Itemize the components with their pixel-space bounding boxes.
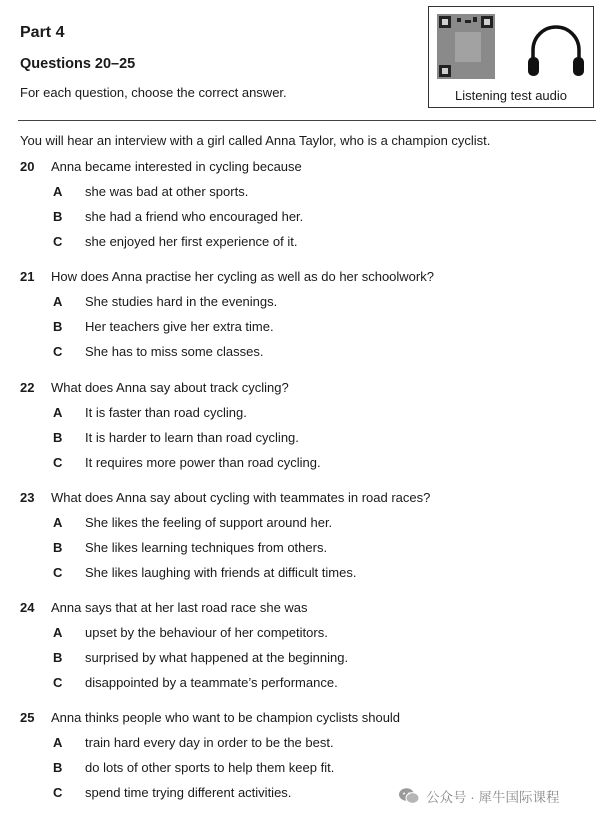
option-a-letter[interactable]: A xyxy=(53,625,63,640)
option-b-letter[interactable]: B xyxy=(53,209,63,224)
option-b-text[interactable]: It is harder to learn than road cycling. xyxy=(85,430,299,445)
option-b-text[interactable]: surprised by what happened at the beginning. xyxy=(85,650,349,665)
option-a-text[interactable]: She likes the feeling of support around her. xyxy=(85,515,333,530)
question-number: 25 xyxy=(20,710,35,725)
question-text: Anna says that at her last road race she was xyxy=(51,600,308,615)
option-c-text[interactable]: She likes laughing with friends at difficult times. xyxy=(85,565,357,580)
option-b-letter[interactable]: B xyxy=(53,650,63,665)
option-c-letter[interactable]: C xyxy=(53,675,63,690)
option-a-letter[interactable]: A xyxy=(53,405,63,420)
question-number: 24 xyxy=(20,600,35,615)
question-text: What does Anna say about track cycling? xyxy=(51,380,289,395)
option-a-letter[interactable]: A xyxy=(53,515,63,530)
option-a-text[interactable]: she was bad at other sports. xyxy=(85,184,249,199)
option-c-letter[interactable]: C xyxy=(53,344,63,359)
part-title: Part 4 xyxy=(20,24,65,41)
question-text: Anna thinks people who want to be champion cyclists should xyxy=(51,710,401,725)
wechat-icon xyxy=(398,787,420,805)
watermark xyxy=(398,786,560,806)
question-23 xyxy=(0,490,607,590)
intro-text: You will hear an interview with a girl called Anna Taylor, who is a champion cyclist. xyxy=(20,133,491,148)
option-a-text[interactable]: It is faster than road cycling. xyxy=(85,405,247,420)
question-number: 23 xyxy=(20,490,35,505)
option-c-text[interactable]: spend time trying different activities. xyxy=(85,785,292,800)
option-a-letter[interactable]: A xyxy=(53,735,63,750)
headphones-icon xyxy=(525,19,587,81)
option-b-text[interactable]: do lots of other sports to help them keep fit. xyxy=(85,760,335,775)
option-c-letter[interactable]: C xyxy=(53,234,63,249)
audio-label: Listening test audio xyxy=(454,88,568,103)
question-21 xyxy=(0,269,607,369)
option-c-text[interactable]: disappointed by a teammate’s performance. xyxy=(85,675,338,690)
option-b-text[interactable]: she had a friend who encouraged her. xyxy=(85,209,304,224)
question-number: 22 xyxy=(20,380,35,395)
question-text: Anna became interested in cycling because xyxy=(51,159,302,174)
qr-code-icon[interactable] xyxy=(437,14,495,79)
option-c-letter[interactable]: C xyxy=(53,565,63,580)
question-number: 21 xyxy=(20,269,35,284)
instruction-text: For each question, choose the correct answer. xyxy=(20,85,287,100)
option-a-text[interactable]: She studies hard in the evenings. xyxy=(85,294,278,309)
question-text: How does Anna practise her cycling as well as do her schoolwork? xyxy=(51,269,434,284)
option-c-letter[interactable]: C xyxy=(53,455,63,470)
question-24 xyxy=(0,600,607,700)
option-c-text[interactable]: She has to miss some classes. xyxy=(85,344,264,359)
option-c-letter[interactable]: C xyxy=(53,785,63,800)
option-b-letter[interactable]: B xyxy=(53,540,63,555)
divider-rule xyxy=(18,120,596,121)
option-b-letter[interactable]: B xyxy=(53,430,63,445)
option-b-text[interactable]: She likes learning techniques from others. xyxy=(85,540,328,555)
option-a-text[interactable]: upset by the behaviour of her competitors. xyxy=(85,625,328,640)
option-b-letter[interactable]: B xyxy=(53,760,63,775)
option-a-letter[interactable]: A xyxy=(53,184,63,199)
option-b-text[interactable]: Her teachers give her extra time. xyxy=(85,319,274,334)
option-b-letter[interactable]: B xyxy=(53,319,63,334)
option-a-letter[interactable]: A xyxy=(53,294,63,309)
option-c-text[interactable]: It requires more power than road cycling. xyxy=(85,455,321,470)
watermark-text: 公众号 · 犀牛国际课程 xyxy=(426,790,560,805)
question-20 xyxy=(0,159,607,259)
questions-title: Questions 20–25 xyxy=(20,56,136,72)
question-22 xyxy=(0,380,607,480)
question-number: 20 xyxy=(20,159,35,174)
listening-audio-box[interactable] xyxy=(428,6,594,108)
option-a-text[interactable]: train hard every day in order to be the best. xyxy=(85,735,334,750)
question-text: What does Anna say about cycling with teammates in road races? xyxy=(51,490,431,505)
option-c-text[interactable]: she enjoyed her first experience of it. xyxy=(85,234,298,249)
